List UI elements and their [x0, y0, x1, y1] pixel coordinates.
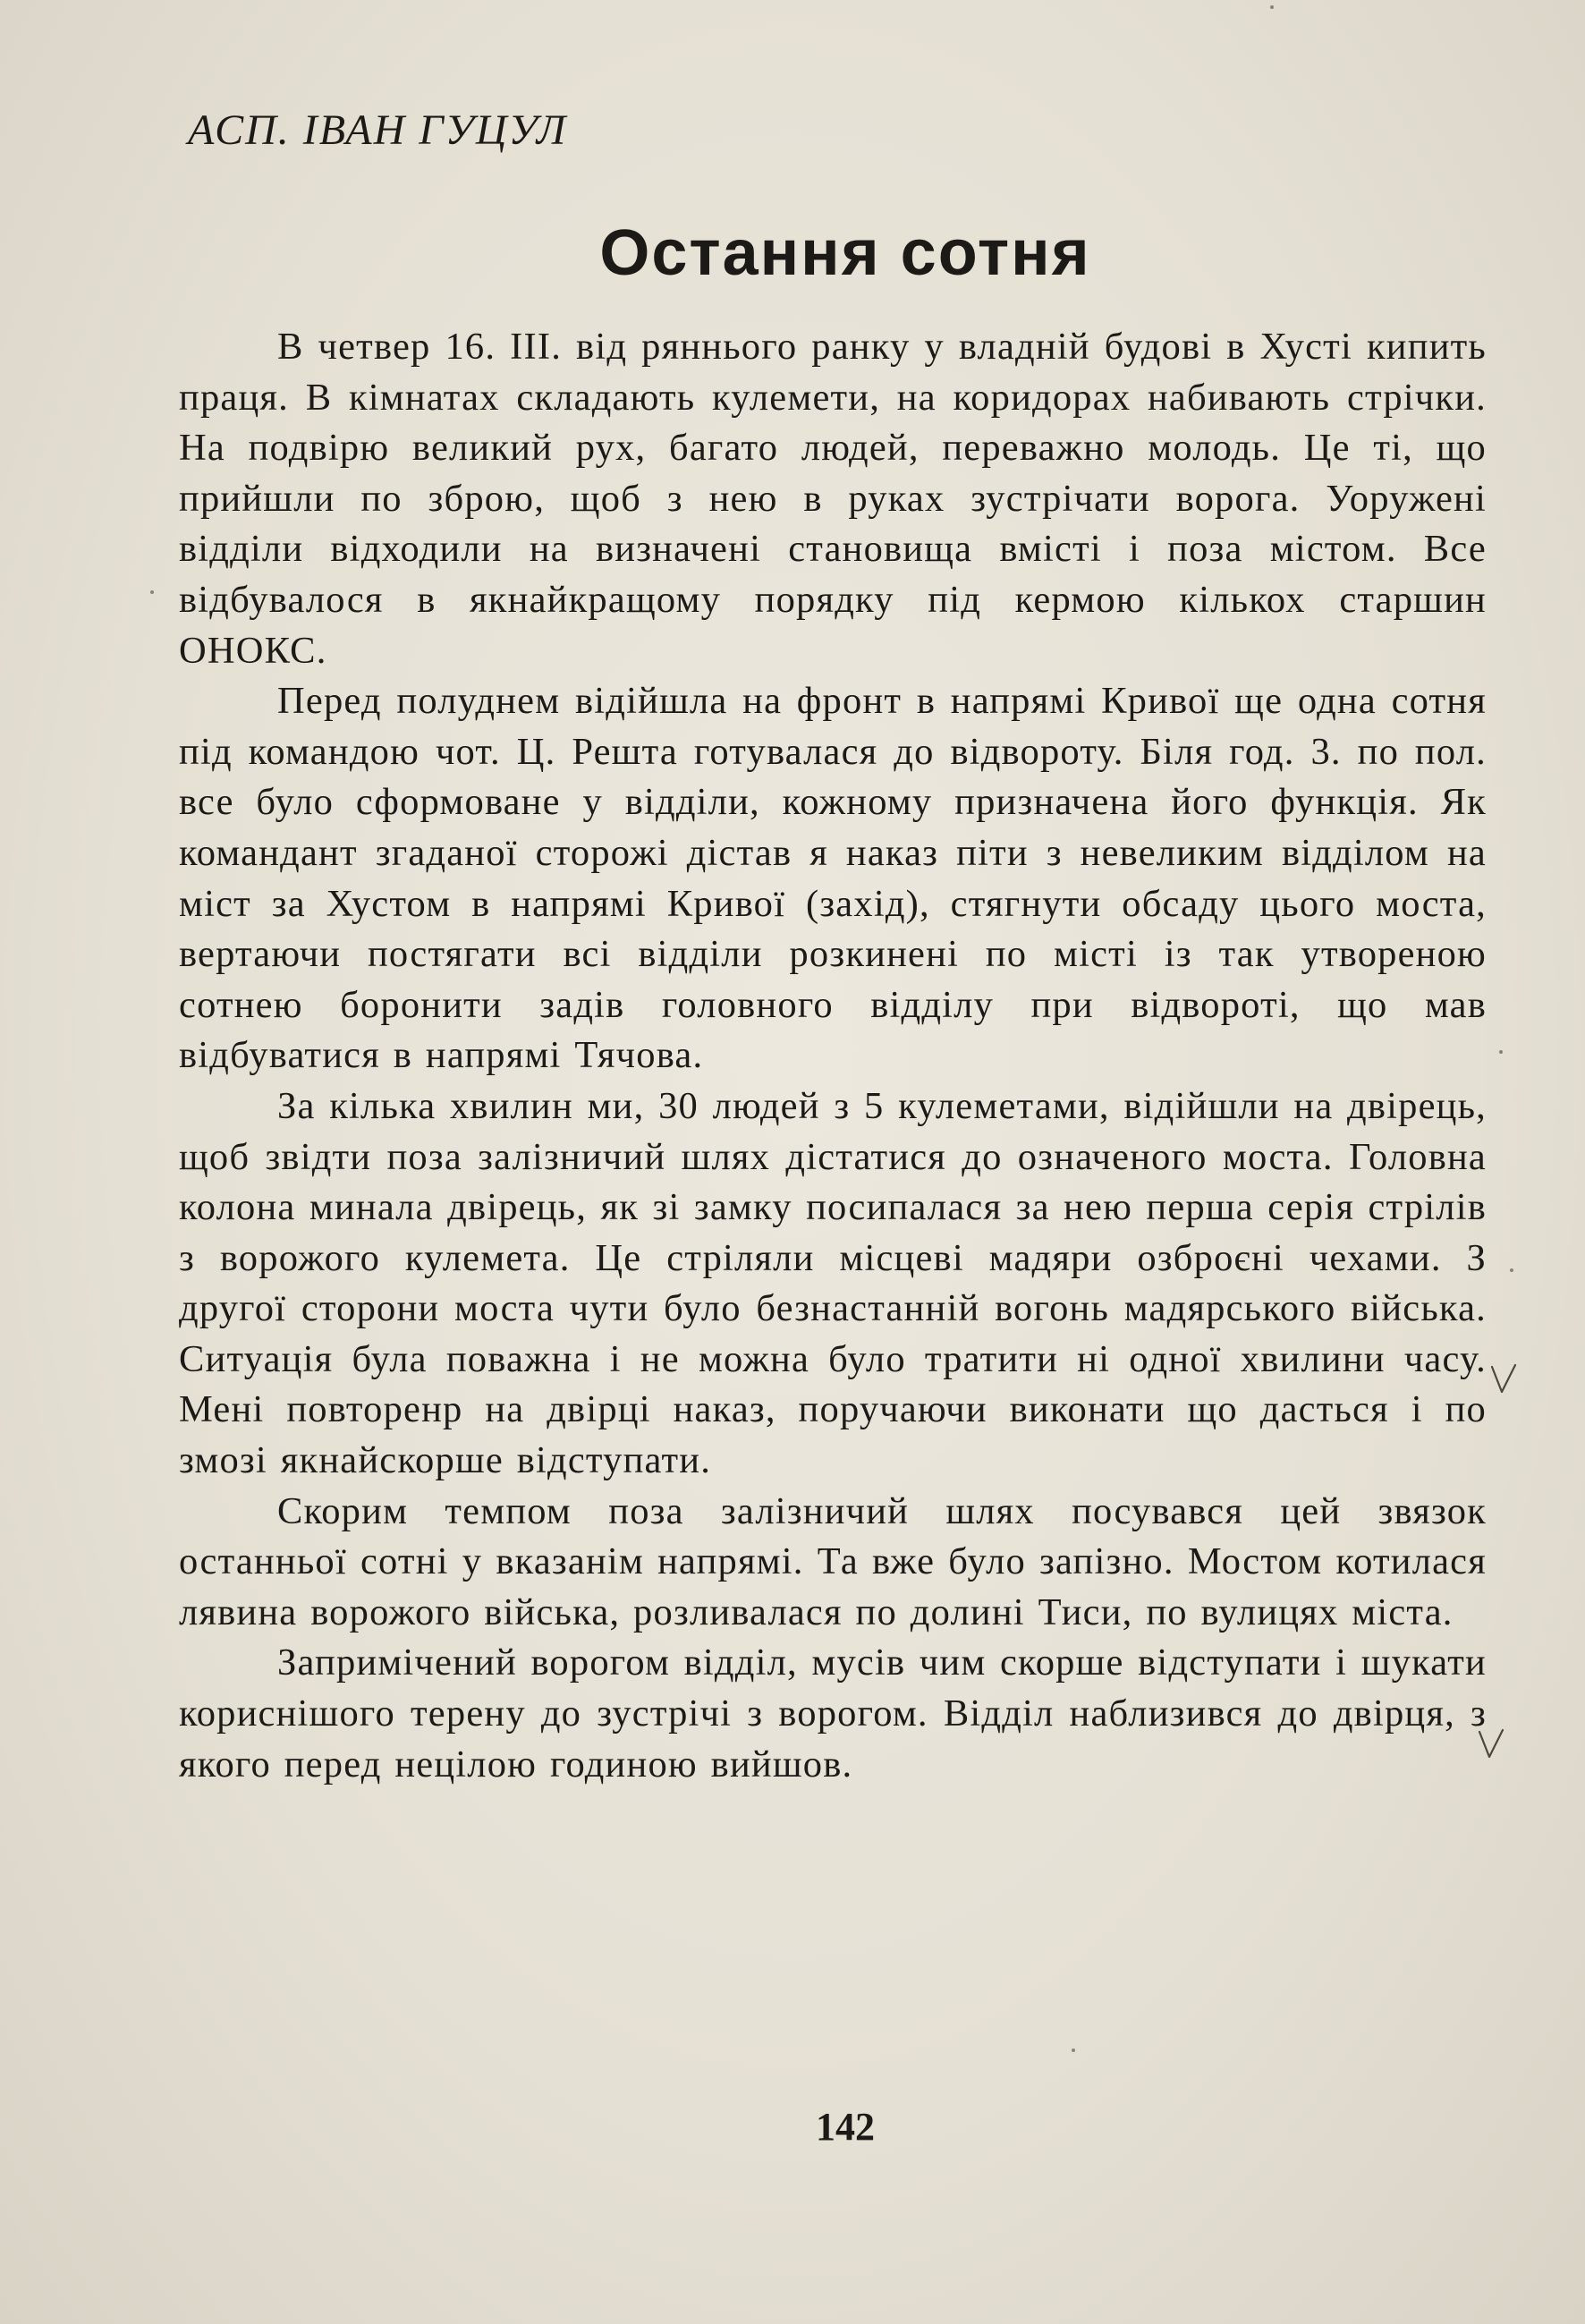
author-name: АСП. ІВАН ГУЦУЛ — [188, 106, 568, 154]
paragraph-1: В четвер 16. ІІІ. від ряннього ранку у владній будові в Хусті кипить праця. В кімнатах складають кулемети, на коридорах набивають стрічки. На подвірю великий рух, багато людей, переважно молодь. Це ті, що прийшли по зброю, щоб з нею в руках зустрічати ворога. Уоружені відділи відходили на визначені становища вмісті і поза містом. Все відбувалося в якнайкращому порядку під кермою кількох старшин ОНОКС. — [179, 326, 1487, 672]
paragraph-5: Запримічений ворогом відділ, мусів чим скорше відступати і шукати кориснішого терену до зустрічі з ворогом. Відділ наблизився до двірця, з якого перед нецілою годиною вийшов. — [179, 1641, 1487, 1785]
paper-speck — [1270, 5, 1274, 9]
paragraph-4: Скорим темпом поза залізничий шлях посувався цей звязок останньої сотні у вказанім напрямі. Та вже було запізно. Мостом котилася лявина ворожого війська, розливалася по долині Тиси, по вулицях міста. — [179, 1489, 1487, 1633]
paper-speck — [1510, 1268, 1513, 1272]
paragraph-2: Перед полуднем відійшла на фронт в напрямі Кривої ще одна сотня під командою чот. Ц. Решта готувалася до відвороту. Біля год. 3. по пол. все було сформоване у відділи, кожному призначена його функція. Як командант згаданої сторожі дістав я наказ піти з невеликим відділом на міст за Хустом в напрямі Кривої (захід), стягнути обсаду цього моста, вертаючи постягати всі відділи розкинені по місті із так утвореною сотнею боронити задів головного відділу при відвороті, що мав відбуватися в напрямі Тячова. — [179, 680, 1487, 1077]
paper-speck — [1072, 2048, 1075, 2052]
pencil-checkmark-icon — [1476, 1726, 1506, 1762]
paper-speck — [1499, 1050, 1503, 1054]
paragraph-3: За кілька хвилин ми, 30 людей з 5 кулеметами, відійшли на двірець, щоб звідти поза залізничий шлях дістатися до означеного моста. Головна колона минала двірець, як зі замку посипалася за нею перша серія стрілів з ворожого кулемета. Це стріляли місцеві мадяри озброєні чехами. З другої сторони моста чути було безнастанній вогонь мадярського війська. Ситуація була поважна і не можна було тратити ні одної хвилини часу. Мені повторенр на двірці наказ, поручаючи виконати що дасться і по змозі якнайскорше відступати. — [179, 1084, 1487, 1482]
paper-speck — [150, 590, 154, 594]
chapter-body — [179, 322, 1487, 1790]
chapter-title: Остання сотня — [599, 217, 1091, 289]
page-number: 142 — [816, 2105, 875, 2149]
pencil-checkmark-icon — [1488, 1361, 1519, 1397]
